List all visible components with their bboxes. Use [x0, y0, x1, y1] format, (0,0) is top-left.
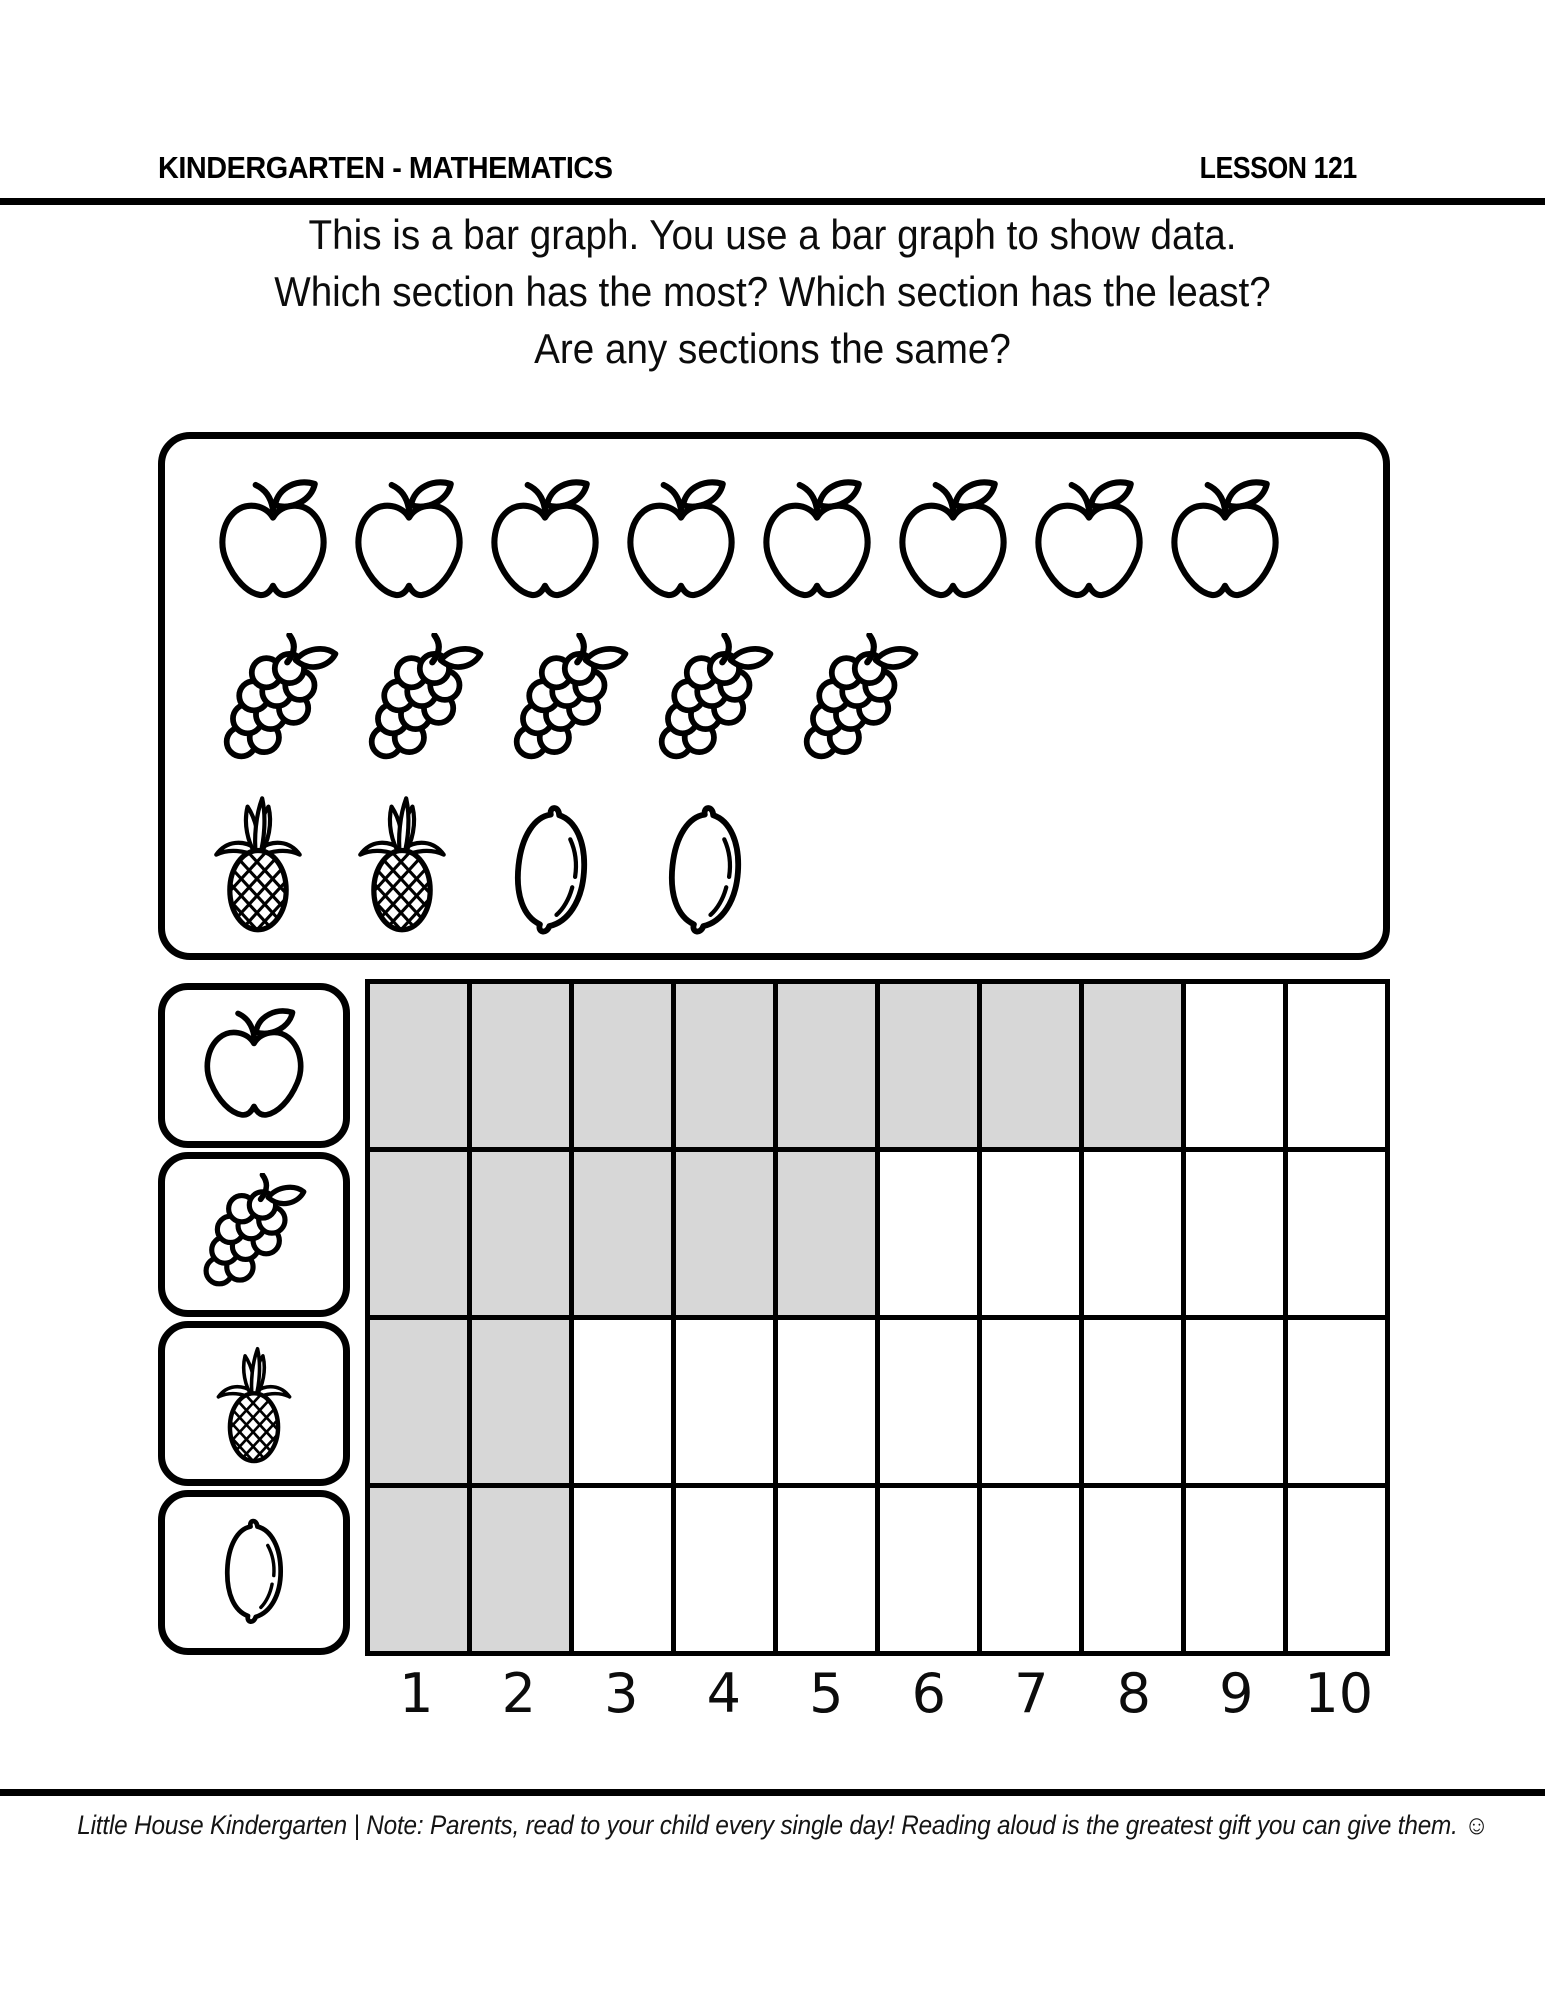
- x-tick-5: 5: [809, 1662, 844, 1725]
- pineapple-icon: [210, 779, 306, 947]
- grid-cell-grapes-5[interactable]: [778, 1152, 875, 1315]
- apple-icon: [489, 472, 601, 612]
- grid-cell-lemon-2[interactable]: [472, 1488, 569, 1651]
- grid-cell-pineapple-7[interactable]: [982, 1320, 1079, 1483]
- grid-cell-grapes-8[interactable]: [1084, 1152, 1181, 1315]
- grid-cell-apple-10[interactable]: [1288, 984, 1385, 1147]
- grid-cell-grapes-6[interactable]: [880, 1152, 977, 1315]
- top-divider: [0, 198, 1545, 205]
- grid-cell-apple-4[interactable]: [676, 984, 773, 1147]
- apple-icon: [353, 472, 465, 612]
- fruit-picture-box: [158, 432, 1390, 960]
- grid-cell-pineapple-10[interactable]: [1288, 1320, 1385, 1483]
- fruit-row-pineapple-lemon: [165, 771, 1383, 953]
- grid-cell-lemon-1[interactable]: [370, 1488, 467, 1651]
- x-tick-10: 10: [1304, 1662, 1374, 1725]
- apple-icon: [897, 472, 1009, 612]
- x-tick-6: 6: [911, 1662, 946, 1725]
- apple-icon: [1169, 472, 1281, 612]
- grid-cell-grapes-1[interactable]: [370, 1152, 467, 1315]
- grid-cell-grapes-2[interactable]: [472, 1152, 569, 1315]
- grid-cell-lemon-3[interactable]: [574, 1488, 671, 1651]
- grid-cell-apple-5[interactable]: [778, 984, 875, 1147]
- instruction-line-1: This is a bar graph. You use a bar graph to show data.: [308, 211, 1237, 258]
- row-label-lemon: [158, 1490, 350, 1655]
- instruction-line-3: Are any sections the same?: [534, 325, 1011, 372]
- grid-cell-lemon-6[interactable]: [880, 1488, 977, 1651]
- row-label-pineapple: [158, 1321, 350, 1486]
- grid-cell-grapes-9[interactable]: [1186, 1152, 1283, 1315]
- instructions: [0, 206, 1545, 377]
- fruit-row-apple: [165, 455, 1383, 629]
- grid-cell-pineapple-1[interactable]: [370, 1320, 467, 1483]
- header-subject: KINDERGARTEN - MATHEMATICS: [158, 150, 613, 185]
- grid-cell-apple-3[interactable]: [574, 984, 671, 1147]
- grid-cell-lemon-7[interactable]: [982, 1488, 1079, 1651]
- apple-icon: [217, 472, 329, 612]
- grid-cell-pineapple-2[interactable]: [472, 1320, 569, 1483]
- grid-cell-grapes-3[interactable]: [574, 1152, 671, 1315]
- grid-cell-grapes-7[interactable]: [982, 1152, 1079, 1315]
- grid-cell-pineapple-9[interactable]: [1186, 1320, 1283, 1483]
- pineapple-icon: [354, 779, 450, 947]
- fruit-row-grapes: [165, 629, 1383, 771]
- grid-cell-lemon-10[interactable]: [1288, 1488, 1385, 1651]
- grid-cell-lemon-8[interactable]: [1084, 1488, 1181, 1651]
- lemon-icon: [211, 1503, 297, 1643]
- grid-cell-apple-1[interactable]: [370, 984, 467, 1147]
- grid-cell-pineapple-5[interactable]: [778, 1320, 875, 1483]
- x-axis-ticks: [365, 1662, 1390, 1725]
- grid-cell-apple-6[interactable]: [880, 984, 977, 1147]
- grapes-icon: [360, 633, 490, 771]
- grid-cell-apple-2[interactable]: [472, 984, 569, 1147]
- grapes-icon: [505, 633, 635, 771]
- x-tick-1: 1: [399, 1662, 434, 1725]
- row-label-grapes: [158, 1152, 350, 1317]
- x-tick-9: 9: [1219, 1662, 1254, 1725]
- x-tick-7: 7: [1014, 1662, 1049, 1725]
- apple-icon: [625, 472, 737, 612]
- grid-cell-pineapple-4[interactable]: [676, 1320, 773, 1483]
- grapes-icon: [795, 633, 925, 771]
- pineapple-icon: [213, 1331, 295, 1477]
- grid-cell-apple-7[interactable]: [982, 984, 1079, 1147]
- grapes-icon: [195, 1173, 313, 1297]
- instruction-line-2: Which section has the most? Which section has the least?: [274, 268, 1271, 315]
- grid-cell-lemon-9[interactable]: [1186, 1488, 1283, 1651]
- x-tick-2: 2: [501, 1662, 536, 1725]
- x-tick-8: 8: [1116, 1662, 1151, 1725]
- row-label-apple: [158, 983, 350, 1148]
- bar-graph-grid: [365, 979, 1390, 1656]
- x-tick-3: 3: [604, 1662, 639, 1725]
- grid-cell-pineapple-8[interactable]: [1084, 1320, 1181, 1483]
- apple-icon: [201, 1004, 307, 1128]
- lemon-icon: [493, 793, 609, 950]
- grid-cell-apple-9[interactable]: [1186, 984, 1283, 1147]
- grid-cell-pineapple-3[interactable]: [574, 1320, 671, 1483]
- header-lesson: LESSON 121: [1199, 150, 1357, 185]
- apple-icon: [761, 472, 873, 612]
- grid-cell-grapes-4[interactable]: [676, 1152, 773, 1315]
- grid-cell-grapes-10[interactable]: [1288, 1152, 1385, 1315]
- x-tick-4: 4: [706, 1662, 741, 1725]
- grapes-icon: [650, 633, 780, 771]
- grid-cell-apple-8[interactable]: [1084, 984, 1181, 1147]
- grid-cell-lemon-5[interactable]: [778, 1488, 875, 1651]
- lemon-icon: [647, 793, 763, 950]
- grid-cell-lemon-4[interactable]: [676, 1488, 773, 1651]
- grid-cell-pineapple-6[interactable]: [880, 1320, 977, 1483]
- grapes-icon: [215, 633, 345, 771]
- apple-icon: [1033, 472, 1145, 612]
- footer-divider: [0, 1789, 1545, 1796]
- footer-note: Little House Kindergarten | Note: Parents, read to your child every single day! Reading aloud is the greatest gift you can give them. ☺: [77, 1810, 1489, 1840]
